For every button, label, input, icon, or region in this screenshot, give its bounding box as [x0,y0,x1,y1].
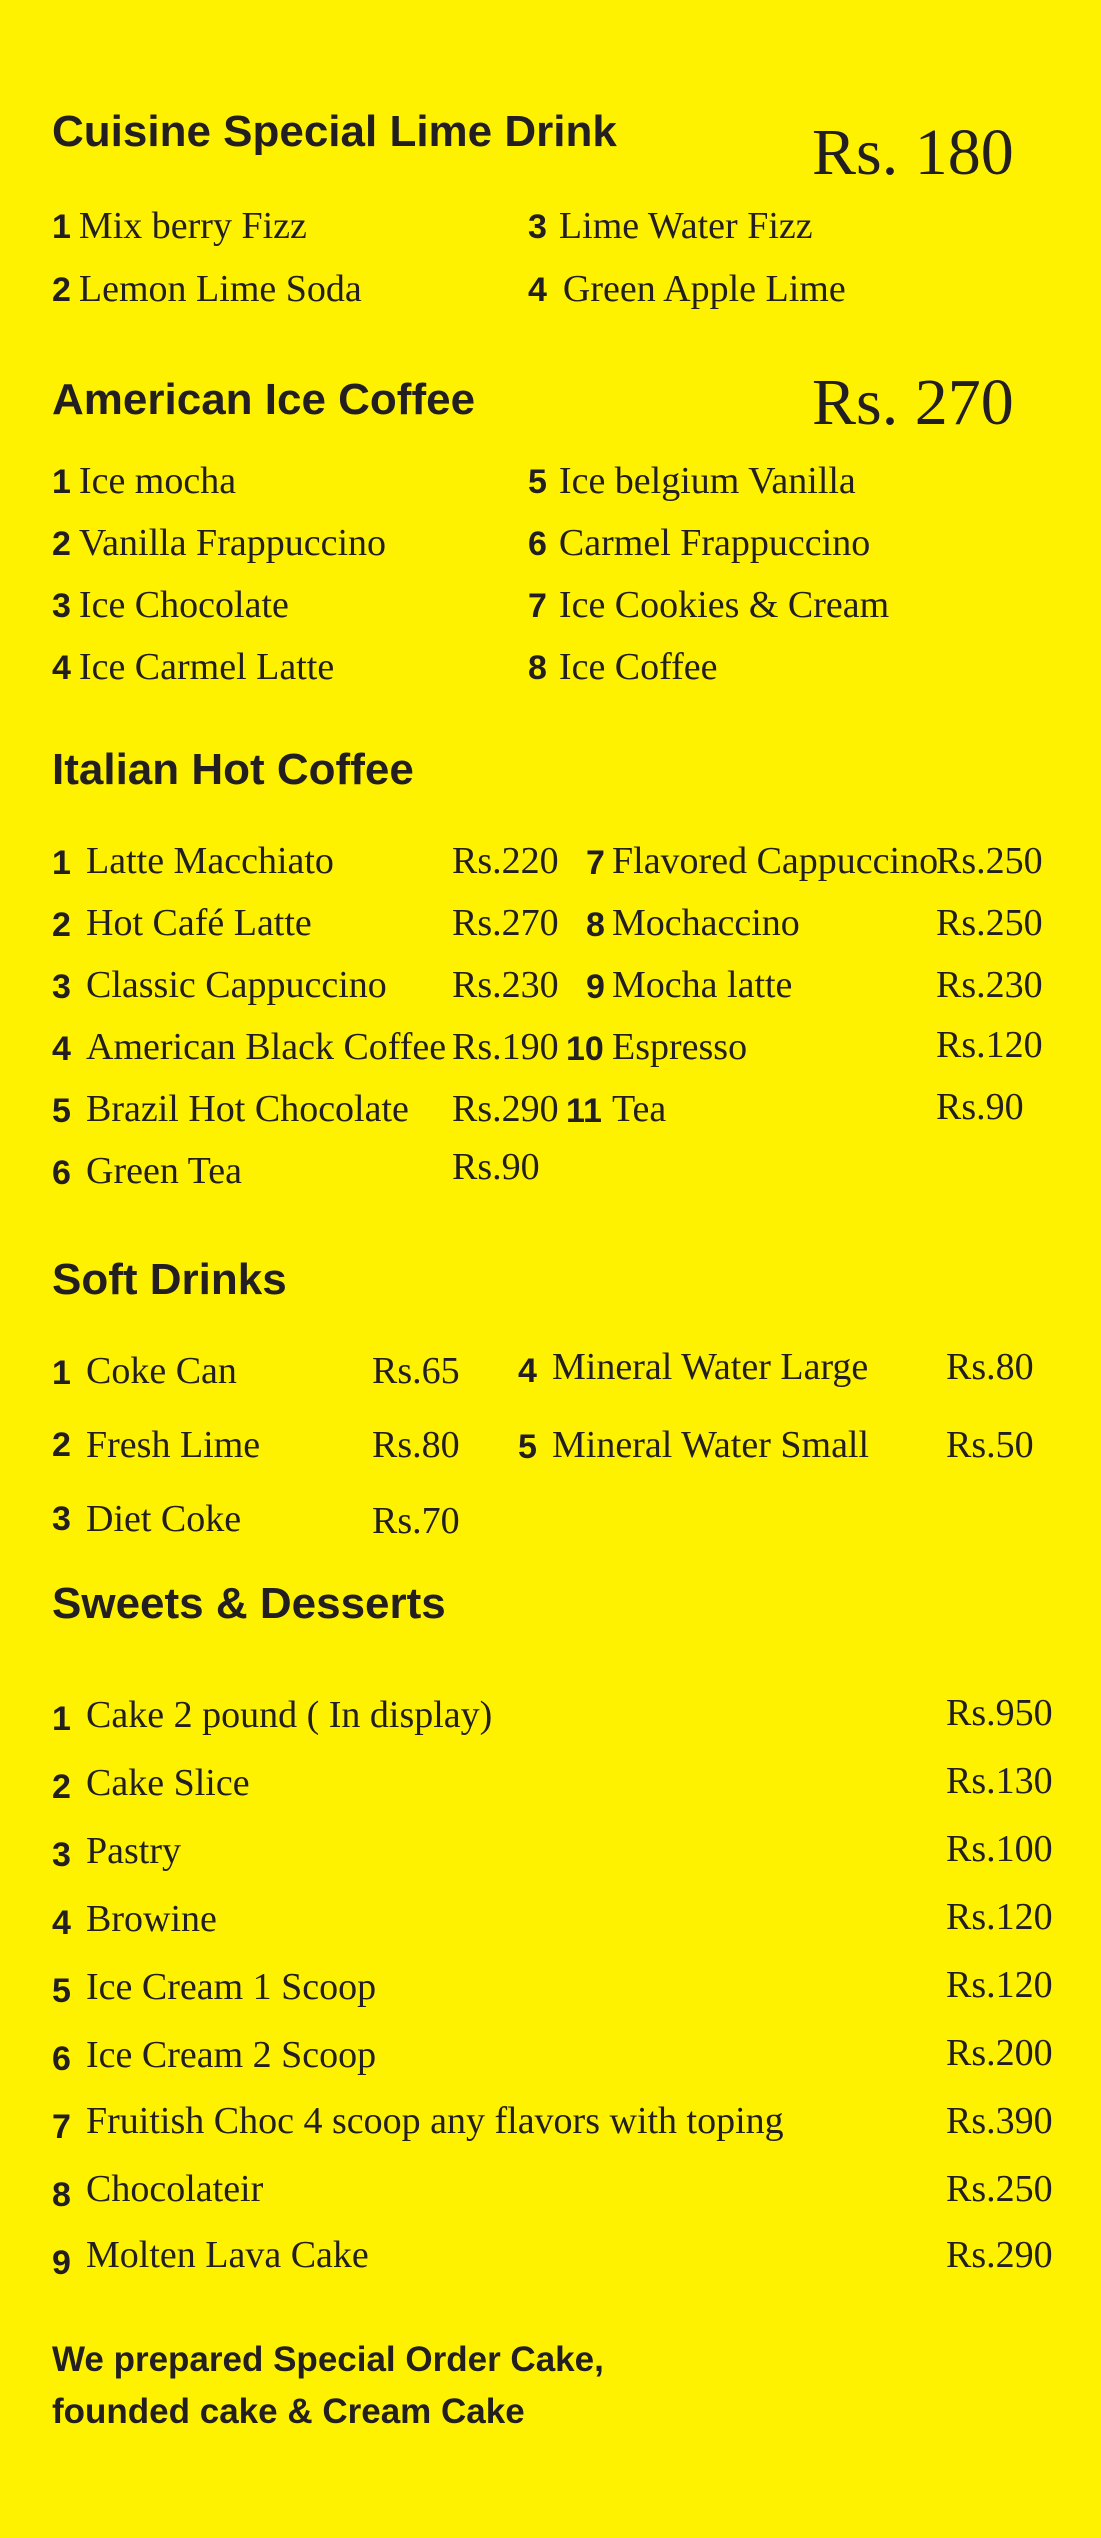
item-name: Molten Lava Cake [86,2234,369,2276]
item-price: Rs.250 [936,840,1043,882]
item-price: Rs.65 [372,1350,460,1392]
item-price: Rs.200 [946,2032,1053,2074]
item-price: Rs.390 [946,2100,1053,2142]
item-name: Mochaccino [612,902,800,944]
item-price: Rs.70 [372,1500,460,1542]
item-name: Pastry [86,1830,181,1872]
item-name: Lime Water Fizz [558,205,813,247]
item-name: Ice Carmel Latte [78,646,335,688]
item-number: 6 [528,525,547,563]
item-name: Green Apple Lime [562,268,846,310]
item-name: Vanilla Frappuccino [78,522,387,564]
item-name: Hot Café Latte [86,902,312,944]
item-price: Rs.80 [946,1346,1034,1388]
item-price: Rs.290 [452,1088,559,1130]
item-number: 1 [52,1700,71,1738]
item-name: Ice belgium Vanilla [558,460,856,502]
item-price: Rs.230 [452,964,559,1006]
item-price: Rs.50 [946,1424,1034,1466]
item-price: Rs.120 [936,1024,1043,1066]
item-price: Rs.290 [946,2234,1053,2276]
item-name: Mineral Water Large [552,1346,869,1388]
item-number: 1 [52,208,71,246]
item-number: 5 [52,1092,71,1130]
item-number: 4 [52,1904,71,1942]
item-number: 4 [52,649,71,687]
section-price-ice-coffee: Rs. 270 [812,366,1014,439]
item-number: 5 [528,463,547,501]
list-item [52,207,307,245]
item-name: Brazil Hot Chocolate [86,1088,409,1130]
list-item [52,648,334,686]
item-name: Cake 2 pound ( In display) [86,1694,493,1736]
item-name: Ice Cream 1 Scoop [86,1966,377,2008]
list-item [52,462,236,500]
item-number: 4 [518,1352,537,1390]
item-number: 1 [52,844,71,882]
item-name: Ice Cream 2 Scoop [86,2034,377,2076]
item-name: Mineral Water Small [552,1424,870,1466]
item-name: Ice Cookies & Cream [558,584,890,626]
item-number: 7 [586,844,605,882]
item-number: 9 [52,2244,71,2282]
item-number: 8 [52,2176,71,2214]
item-name: Espresso [612,1026,748,1068]
item-number: 1 [52,1354,71,1392]
item-name: Ice Chocolate [78,584,289,626]
item-number: 3 [52,968,71,1006]
item-name: Ice mocha [78,460,237,502]
item-number: 2 [52,1768,71,1806]
list-item [52,524,386,562]
item-price: Rs.130 [946,1760,1053,1802]
item-price: Rs.80 [372,1424,460,1466]
item-number: 3 [52,1500,71,1538]
item-number: 2 [52,271,71,309]
item-name: Classic Cappuccino [86,964,387,1006]
item-name: Diet Coke [86,1498,242,1540]
item-number: 7 [52,2108,71,2146]
item-price: Rs.120 [946,1964,1053,2006]
item-price: Rs.250 [946,2168,1053,2210]
item-number: 8 [528,649,547,687]
list-item [52,586,289,624]
item-number: 3 [52,587,71,625]
item-number: 7 [528,587,547,625]
section-title-soft-drinks: Soft Drinks [52,1255,287,1304]
section-title-desserts: Sweets & Desserts [52,1579,446,1628]
item-name: Mocha latte [612,964,793,1006]
item-name: Latte Macchiato [86,840,334,882]
item-number: 2 [52,525,71,563]
item-number: 10 [566,1030,604,1068]
section-title-lime-drink: Cuisine Special Lime Drink [52,107,617,156]
item-number: 2 [52,906,71,944]
item-name: Coke Can [86,1350,237,1392]
item-number: 6 [52,1154,71,1192]
list-item [528,586,889,624]
footer-line-1: We prepared Special Order Cake, [52,2340,604,2379]
item-name: Lemon Lime Soda [78,268,362,310]
item-number: 8 [586,906,605,944]
list-item [528,524,870,562]
item-price: Rs.220 [452,840,559,882]
footer-line-2: founded cake & Cream Cake [52,2392,525,2431]
item-name: American Black Coffee [86,1026,447,1068]
item-price: Rs.950 [946,1692,1053,1734]
item-price: Rs.120 [946,1896,1053,1938]
section-price-lime-drink: Rs. 180 [812,116,1014,189]
item-name: Chocolateir [86,2168,264,2210]
item-price: Rs.270 [452,902,559,944]
item-number: 3 [528,208,547,246]
item-number: 2 [52,1426,71,1464]
footer-note [52,2334,604,2438]
item-price: Rs.190 [452,1026,559,1068]
list-item [52,270,362,308]
item-name: Fruitish Choc 4 scoop any flavors with toping [86,2100,784,2142]
item-number: 4 [528,271,547,309]
item-price: Rs.100 [946,1828,1053,1870]
item-name: Browine [86,1898,217,1940]
list-item [528,270,846,308]
item-number: 5 [52,1972,71,2010]
item-name: Carmel Frappuccino [558,522,871,564]
item-name: Cake Slice [86,1762,250,1804]
item-price: Rs.90 [936,1086,1024,1128]
item-name: Tea [612,1088,667,1130]
item-number: 6 [52,2040,71,2078]
item-number: 3 [52,1836,71,1874]
item-name: Mix berry Fizz [78,205,307,247]
item-price: Rs.230 [936,964,1043,1006]
item-number: 1 [52,463,71,501]
section-title-hot-coffee: Italian Hot Coffee [52,745,414,794]
item-number: 11 [566,1092,602,1130]
list-item [528,207,813,245]
item-number: 5 [518,1428,537,1466]
item-price: Rs.90 [452,1146,540,1188]
item-number: 4 [52,1030,71,1068]
item-name: Flavored Cappuccino [612,840,939,882]
item-price: Rs.250 [936,902,1043,944]
item-number: 9 [586,968,605,1006]
item-name: Fresh Lime [86,1424,261,1466]
section-title-ice-coffee: American Ice Coffee [52,375,476,424]
list-item [528,462,856,500]
list-item [528,648,718,686]
item-name: Green Tea [86,1150,242,1192]
item-name: Ice Coffee [558,646,718,688]
